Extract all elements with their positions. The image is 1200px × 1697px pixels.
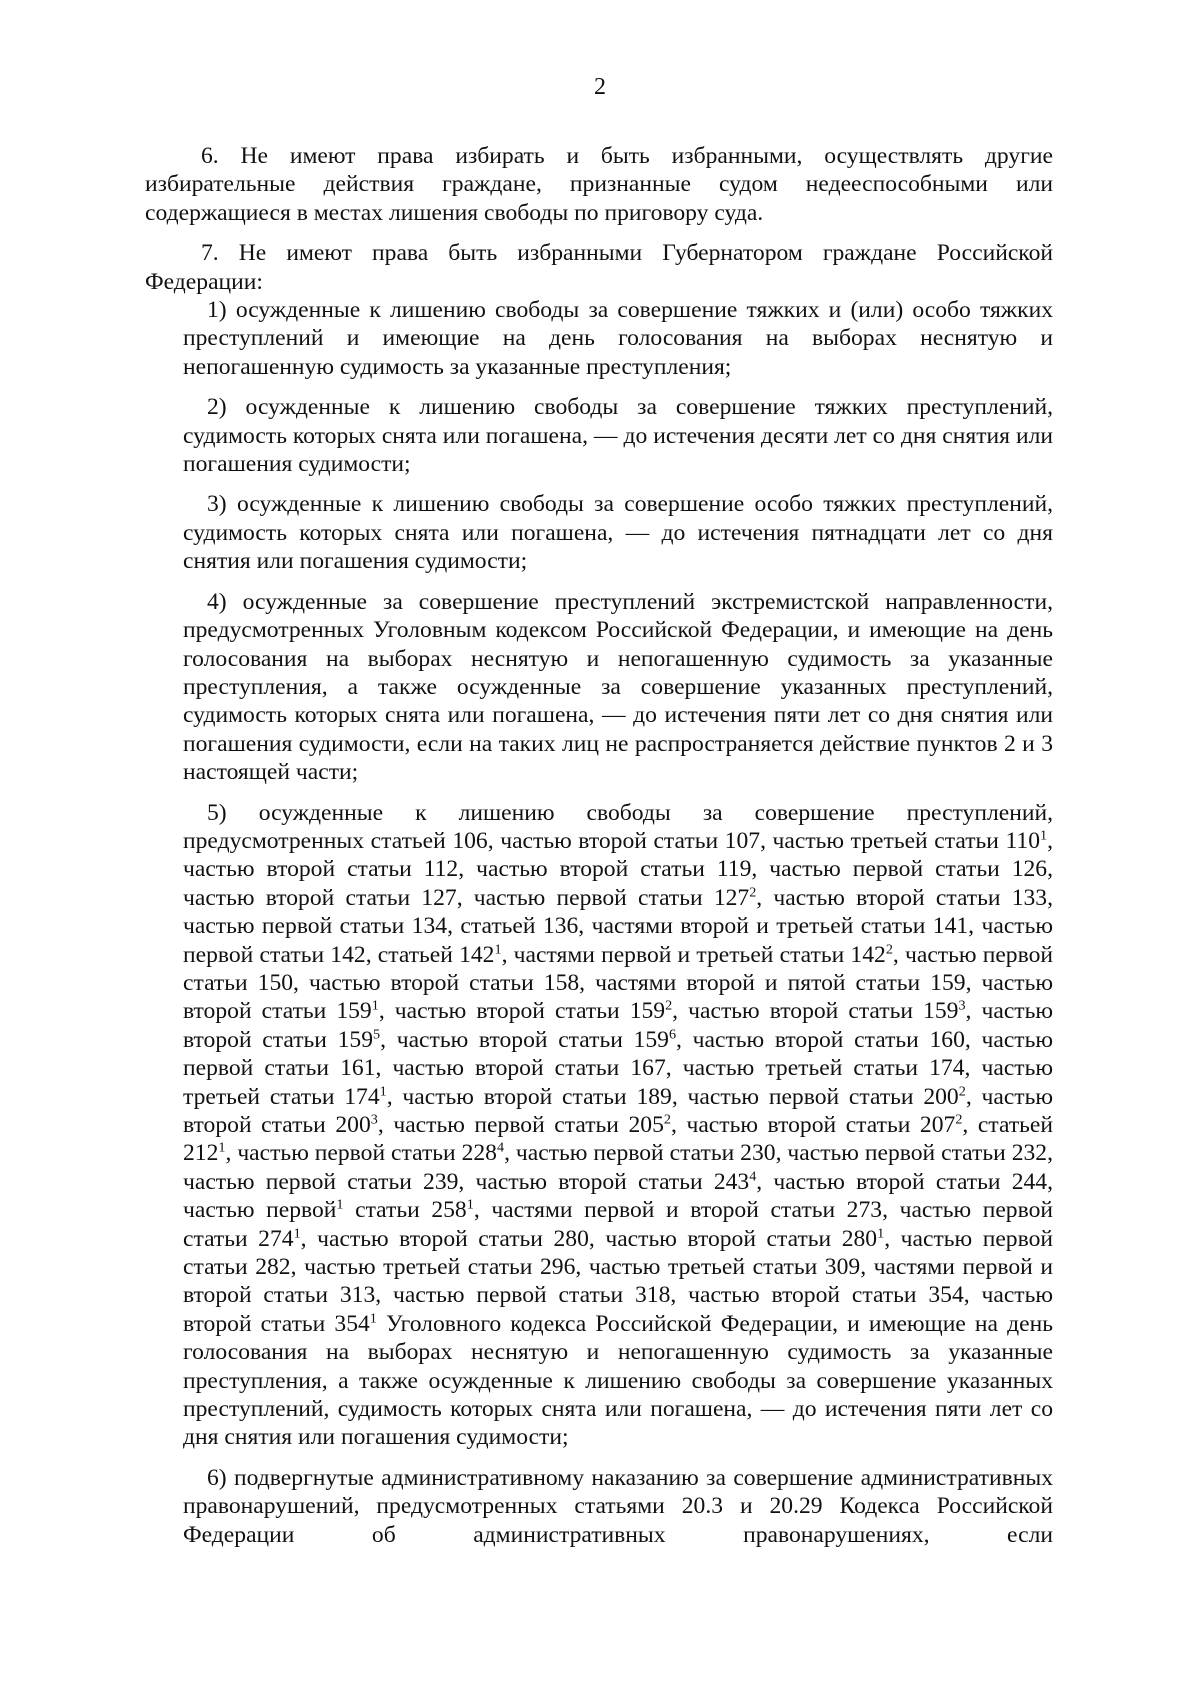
text-segment: , частью первой статьи 228 <box>225 1140 497 1167</box>
superscript-index: 2 <box>663 1111 671 1128</box>
superscript-index: 5 <box>373 1026 381 1043</box>
superscript-index: 1 <box>218 1139 226 1156</box>
text-segment: статьи 258 <box>343 1197 467 1224</box>
text-segment: , частью второй статьи 159 <box>380 1026 669 1053</box>
superscript-index: 1 <box>336 1196 344 1213</box>
text-segment: Уголовного кодекса Российской Федерации, и имеющие на день голосования на выборах неснятую и непогашенную судимость за указанные преступления, а также осужденные к лишению свободы за совершение указанных преступлений, судимость которых снята или погашена, — до истечения пяти лет со дня снятия или погашения судимости; <box>183 1310 1053 1451</box>
text-segment: , частью второй статьи 159 <box>378 998 666 1025</box>
page-number: 2 <box>594 74 606 100</box>
text-segment: , частями первой и третьей статьи 142 <box>501 941 886 968</box>
superscript-index: 2 <box>885 941 893 958</box>
text-segment: , частью второй статьи 159 <box>183 998 1054 1053</box>
paragraph-6: 6. Не имеют права избирать и быть избранными, осуществлять другие избирательные действия граждане, признанные судом недееспособными или содержащиеся в местах лишения свободы по приговору суда. <box>145 143 1053 226</box>
list-item-6: 6) подвергнутые административному наказанию за совершение административных правонарушений, предусмотренных статьями 20.3 и 20.29 Кодекса Российской Федерации об административных правонарушениях, если <box>183 1464 1053 1548</box>
list-item-5 <box>183 799 1053 1452</box>
text-segment: , частью второй статьи 200 <box>183 1083 1054 1138</box>
paragraph-7: 7. Не имеют права быть избранными Губернатором граждане Российской Федерации: <box>145 240 1053 295</box>
superscript-index: 1 <box>379 1083 387 1100</box>
text-segment: 5) осужденные к лишению свободы за совершение преступлений, предусмотренных статьей 106, частью второй статьи 107, частью третьей статьи 110 <box>183 799 1053 854</box>
list-item-1: 1) осужденные к лишению свободы за совершение тяжких и (или) особо тяжких преступлений и имеющие на день голосования на выборах неснятую и непогашенную судимость за указанные преступления; <box>183 297 1053 380</box>
superscript-index: 1 <box>466 1196 474 1213</box>
superscript-index: 3 <box>370 1111 378 1128</box>
text-segment: , частью первой статьи 282, частью третьей статьи 296, частью третьей статьи 309, частями первой и второй статьи 313, частью первой статьи 318, частью второй статьи 354, частью второй статьи 354 <box>183 1225 1054 1337</box>
superscript-index: 2 <box>665 997 673 1014</box>
text-segment: , частью второй статьи 112, частью второй статьи 119, частью первой статьи 126, частью второй статьи 127, частью первой статьи 127 <box>183 827 1053 911</box>
list-item-2: 2) осужденные к лишению свободы за совершение тяжких преступлений, судимость которых снята или погашена, — до истечения десяти лет со дня снятия или погашения судимости; <box>183 394 1053 478</box>
superscript-index: 4 <box>749 1168 757 1185</box>
superscript-index: 4 <box>496 1139 505 1156</box>
list-item-4: 4) осужденные за совершение преступлений экстремистской направленности, предусмотренных Уголовным кодексом Российской Федерации, и имеющие на день голосования на выборах неснятую и непогашенную судимость за указанные преступления, а также осужденные за совершение указанных преступлений, судимость которых снята или погашена, — до истечения пяти лет со дня снятия или погашения судимости, если на таких лиц не распространяется действие пунктов 2 и 3 настоящей части; <box>183 588 1053 786</box>
superscript-index: 1 <box>494 941 502 958</box>
text-segment: , частью второй статьи 207 <box>670 1112 956 1138</box>
superscript-index: 2 <box>749 884 757 901</box>
superscript-index: 6 <box>668 1026 677 1043</box>
text-segment: , частью второй статьи 189, частью первой статьи 200 <box>386 1083 959 1110</box>
text-segment: , частью первой статьи 205 <box>377 1112 664 1138</box>
text-segment: , частью первой статьи 230, частью первой статьи 232, частью первой статьи 239, частью второй статьи 243 <box>183 1140 1053 1195</box>
text-segment: , частью второй статьи 244, частью первой <box>183 1168 1053 1224</box>
text-segment: , частью второй статьи 133, частью первой статьи 134, статьей 136, частями второй и третьей статьи 141, частью первой статьи 142, статьей 142 <box>183 884 1053 968</box>
text-segment: , частью второй статьи 280, частью второй статьи 280 <box>300 1225 878 1252</box>
text-segment: , частью второй статьи 159 <box>672 998 959 1025</box>
text-segment: , частью первой статьи 150, частью второй статьи 158, частями второй и пятой статьи 159, частью второй статьи 159 <box>183 941 1053 1025</box>
superscript-index: 1 <box>877 1225 885 1242</box>
superscript-index: 2 <box>955 1111 963 1128</box>
text-segment: , частью второй статьи 160, частью первой статьи 161, частью второй статьи 167, частью третьей статьи 174, частью третьей статьи 174 <box>183 1026 1053 1110</box>
superscript-index: 3 <box>958 997 966 1014</box>
superscript-index: 1 <box>1040 827 1048 844</box>
text-segment: , частями первой и второй статьи 273, частью первой статьи 274 <box>183 1197 1053 1252</box>
superscript-index: 1 <box>371 997 379 1014</box>
document-body <box>145 142 1053 1549</box>
list-item-3: 3) осужденные к лишению свободы за совершение особо тяжких преступлений, судимость которых снята или погашена, — до истечения пятнадцати лет со дня снятия или погашения судимости; <box>183 491 1053 575</box>
superscript-index: 1 <box>293 1225 301 1242</box>
text-segment: , статьей 212 <box>183 1112 1053 1167</box>
superscript-index: 1 <box>369 1310 377 1327</box>
superscript-index: 2 <box>958 1083 966 1100</box>
